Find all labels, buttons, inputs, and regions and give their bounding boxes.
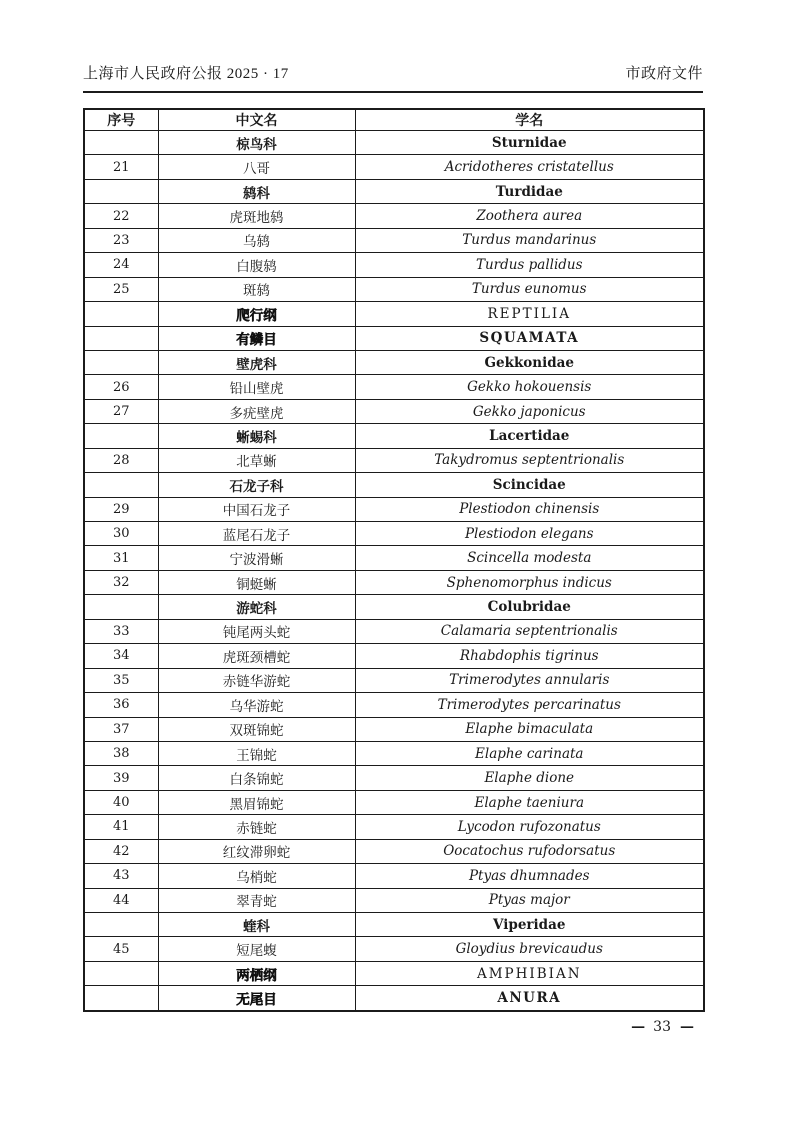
cell-scientific-name: Turdus mandarinus [355,228,704,252]
cell-number: 27 [84,399,158,423]
cell-chinese-name: 游蛇科 [158,595,355,619]
cell-number: 38 [84,741,158,765]
cell-scientific-name: Gloydius brevicaudus [355,937,704,961]
section-label: 市政府文件 [625,66,703,82]
cell-scientific-name: Gekko japonicus [355,399,704,423]
table-row [84,595,704,619]
table-row [84,131,704,155]
cell-chinese-name: 白腹鸫 [158,253,355,277]
cell-number: 29 [84,497,158,521]
page-number: 33 [653,1019,671,1035]
cell-number: 21 [84,155,158,179]
table-row [84,913,704,937]
cell-number: 44 [84,888,158,912]
table-row [84,253,704,277]
table-row [84,399,704,423]
cell-scientific-name: Sturnidae [355,131,704,155]
cell-number [84,913,158,937]
cell-chinese-name: 虎斑颈槽蛇 [158,644,355,668]
cell-scientific-name: Gekko hokouensis [355,375,704,399]
gazette-title: 上海市人民政府公报 2025 · 17 [83,66,289,82]
cell-number: 34 [84,644,158,668]
cell-chinese-name: 有鳞目 [158,326,355,350]
cell-number: 43 [84,864,158,888]
table-row [84,741,704,765]
cell-chinese-name: 铅山壁虎 [158,375,355,399]
cell-scientific-name: Zoothera aurea [355,204,704,228]
cell-number: 45 [84,937,158,961]
cell-number: 26 [84,375,158,399]
cell-number: 36 [84,693,158,717]
table-row [84,473,704,497]
cell-chinese-name: 壁虎科 [158,350,355,374]
table-row [84,668,704,692]
cell-scientific-name: Rhabdophis tigrinus [355,644,704,668]
table-row [84,839,704,863]
table-row [84,815,704,839]
table-row [84,888,704,912]
cell-scientific-name: Turdus pallidus [355,253,704,277]
table-row [84,155,704,179]
table-row [84,228,704,252]
cell-scientific-name: Elaphe bimaculata [355,717,704,741]
cell-number: 40 [84,790,158,814]
cell-number [84,350,158,374]
cell-chinese-name: 斑鸫 [158,277,355,301]
table-row [84,204,704,228]
cell-chinese-name: 短尾蝮 [158,937,355,961]
cell-chinese-name: 双斑锦蛇 [158,717,355,741]
cell-scientific-name: Colubridae [355,595,704,619]
cell-scientific-name: Oocatochus rufodorsatus [355,839,704,863]
cell-chinese-name: 鸫科 [158,179,355,203]
cell-scientific-name: Scincidae [355,473,704,497]
cell-chinese-name: 虎斑地鸫 [158,204,355,228]
table-row [84,644,704,668]
cell-scientific-name: ANURA [355,986,704,1011]
cell-scientific-name: Lycodon rufozonatus [355,815,704,839]
table-row [84,619,704,643]
table-body [84,131,704,1012]
table-row [84,424,704,448]
footer-left-dash: — [631,1019,645,1035]
cell-number [84,961,158,985]
cell-scientific-name: Acridotheres cristatellus [355,155,704,179]
cell-number: 33 [84,619,158,643]
cell-number [84,302,158,326]
table-row [84,522,704,546]
cell-chinese-name: 赤链蛇 [158,815,355,839]
cell-number [84,179,158,203]
cell-scientific-name: Ptyas dhumnades [355,864,704,888]
table-row [84,302,704,326]
cell-scientific-name: Trimerodytes percarinatus [355,693,704,717]
table-row [84,864,704,888]
cell-scientific-name: Ptyas major [355,888,704,912]
table-header-row [84,109,704,131]
cell-number: 24 [84,253,158,277]
cell-chinese-name: 八哥 [158,155,355,179]
cell-number: 28 [84,448,158,472]
cell-chinese-name: 多疣壁虎 [158,399,355,423]
table-row [84,937,704,961]
footer-right-dash: — [680,1019,693,1035]
cell-scientific-name: Lacertidae [355,424,704,448]
table-row [84,766,704,790]
cell-chinese-name: 钝尾两头蛇 [158,619,355,643]
col-header-number: 序号 [84,109,158,131]
cell-scientific-name: Turdus eunomus [355,277,704,301]
cell-chinese-name: 北草蜥 [158,448,355,472]
cell-chinese-name: 无尾目 [158,986,355,1011]
header-rule [83,91,703,93]
cell-number [84,131,158,155]
cell-scientific-name: Takydromus septentrionalis [355,448,704,472]
col-header-scientific-name: 学名 [355,109,704,131]
page-footer [631,1019,693,1035]
table-row [84,790,704,814]
cell-chinese-name: 宁波滑蜥 [158,546,355,570]
cell-chinese-name: 黑眉锦蛇 [158,790,355,814]
cell-number: 23 [84,228,158,252]
cell-chinese-name: 蓝尾石龙子 [158,522,355,546]
cell-chinese-name: 中国石龙子 [158,497,355,521]
cell-scientific-name: Scincella modesta [355,546,704,570]
cell-scientific-name: Calamaria septentrionalis [355,619,704,643]
cell-number [84,595,158,619]
cell-number: 31 [84,546,158,570]
table-row [84,277,704,301]
cell-scientific-name: Elaphe dione [355,766,704,790]
cell-scientific-name: Plestiodon chinensis [355,497,704,521]
table-row [84,546,704,570]
cell-chinese-name: 白条锦蛇 [158,766,355,790]
table-row [84,986,704,1011]
table-row [84,375,704,399]
cell-number: 41 [84,815,158,839]
cell-chinese-name: 两栖纲 [158,961,355,985]
cell-number: 37 [84,717,158,741]
table-row [84,961,704,985]
cell-chinese-name: 椋鸟科 [158,131,355,155]
cell-number: 39 [84,766,158,790]
species-table [83,108,705,1012]
table-row [84,326,704,350]
cell-chinese-name: 蜥蜴科 [158,424,355,448]
cell-chinese-name: 翠青蛇 [158,888,355,912]
cell-number [84,326,158,350]
cell-number [84,986,158,1011]
cell-scientific-name: Sphenomorphus indicus [355,570,704,594]
cell-number [84,473,158,497]
cell-chinese-name: 赤链华游蛇 [158,668,355,692]
col-header-chinese-name: 中文名 [158,109,355,131]
cell-chinese-name: 红纹滞卵蛇 [158,839,355,863]
cell-scientific-name: Plestiodon elegans [355,522,704,546]
cell-number [84,424,158,448]
cell-scientific-name: AMPHIBIAN [355,961,704,985]
cell-chinese-name: 王锦蛇 [158,741,355,765]
cell-chinese-name: 蝰科 [158,913,355,937]
cell-scientific-name: Elaphe taeniura [355,790,704,814]
cell-chinese-name: 乌梢蛇 [158,864,355,888]
cell-scientific-name: SQUAMATA [355,326,704,350]
cell-scientific-name: Trimerodytes annularis [355,668,704,692]
cell-chinese-name: 乌华游蛇 [158,693,355,717]
table-row [84,448,704,472]
cell-scientific-name: Gekkonidae [355,350,704,374]
table-row [84,350,704,374]
cell-number: 25 [84,277,158,301]
cell-number: 22 [84,204,158,228]
table-row [84,497,704,521]
table-row [84,570,704,594]
table-row [84,179,704,203]
table-head [84,109,704,131]
cell-scientific-name: Turdidae [355,179,704,203]
cell-chinese-name: 石龙子科 [158,473,355,497]
table-row [84,717,704,741]
cell-number: 30 [84,522,158,546]
cell-chinese-name: 爬行纲 [158,302,355,326]
cell-scientific-name: Elaphe carinata [355,741,704,765]
cell-scientific-name: REPTILIA [355,302,704,326]
cell-number: 32 [84,570,158,594]
cell-number: 42 [84,839,158,863]
cell-scientific-name: Viperidae [355,913,704,937]
cell-number: 35 [84,668,158,692]
page-header [83,62,703,83]
table-row [84,693,704,717]
cell-chinese-name: 乌鸫 [158,228,355,252]
cell-chinese-name: 铜蜓蜥 [158,570,355,594]
